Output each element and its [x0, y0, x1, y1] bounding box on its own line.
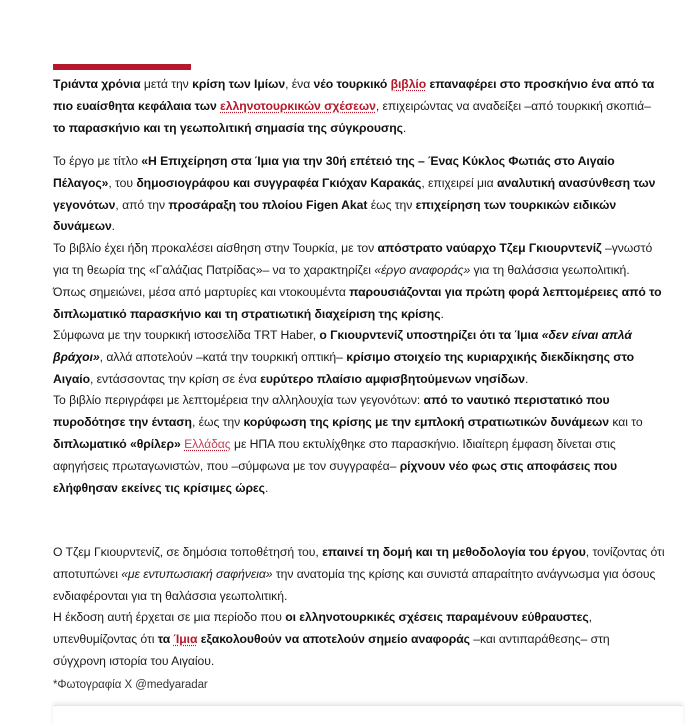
bold-text: Τριάντα χρόνια — [53, 77, 141, 91]
bold-text: «Η Επιχείρηση στα Ίμια για την 30ή επέτειό της – Ένας Κύκλος Φωτιάς στο Αιγαίο Πέλαγος» — [53, 154, 615, 190]
bold-text: ο Γκιουρντενίζ υποστηρίζει ότι τα Ίμια — [319, 328, 542, 342]
paragraph-trt-haber — [53, 325, 665, 499]
bold-text: οι ελληνοτουρκικές σχέσεις παραμένουν εύθραυστες — [285, 610, 589, 625]
bold-text: επιχείρηση των τουρκικών ειδικών δυνάμεων — [53, 197, 617, 234]
text: , τονίζοντας ότι αποτυπώνει — [53, 545, 665, 581]
accent-bar — [53, 64, 191, 70]
paragraph-praise — [53, 542, 665, 673]
inline-tag-link[interactable]: Ίμια — [173, 632, 198, 647]
text: , επιχειρώντας να αναδείξει –από τουρκική σκοπιά– — [375, 98, 651, 113]
text: , επιχειρεί μια — [421, 175, 498, 190]
bold-text: απόστρατο ναύαρχο Τζεμ Γκιουρντενίζ — [377, 241, 602, 256]
bold-text: παρουσιάζονται για πρώτη φορά λεπτομέρειες από το διπλωματικό παρασκήνιο και τη στρατιωτική διαχείριση της κρίσης — [53, 284, 662, 321]
text: –και αντιπαράθεσης– στη σύγχρονη ιστορία του Αιγαίου. — [53, 632, 610, 668]
text: . — [264, 480, 269, 495]
text: , από την — [115, 197, 169, 212]
text: . — [402, 120, 407, 135]
text: . — [524, 371, 529, 386]
bold-text: νέο τουρκικό — [313, 77, 391, 91]
bold-text: κορύφωση της κρίσης με την εμπλοκή στρατιωτικών δυνάμεων — [243, 415, 610, 430]
text: Ο Τζεμ Γκιουρντενίζ, σε δημόσια τοποθέτησή του, — [53, 545, 323, 559]
bold-text: προσάραξη του πλοίου Figen Akat — [168, 197, 368, 212]
text: μετά την — [140, 77, 193, 91]
text: –γνωστό για τη θεωρία της «Γαλάζιας Πατρίδας»– να το χαρακτηρίζει — [53, 241, 653, 277]
inline-tag-link[interactable]: Ελλάδας — [184, 436, 231, 451]
bold-text: από το ναυτικό περιστατικό που πυροδότησε την ένταση — [53, 393, 610, 430]
bold-text: δημοσιογράφου και συγγραφέα Γκιόχαν Καρακάς — [136, 175, 422, 190]
text: . — [440, 306, 444, 321]
bold-text: κρίσιμο στοιχείο της κυριαρχικής διεκδίκησης στο Αιγαίο — [53, 349, 635, 386]
inline-tag-link[interactable]: βιβλίο — [390, 77, 427, 91]
italic-quote: «έργο αναφοράς» — [374, 262, 471, 277]
text: Το βιβλίο περιγράφει με λεπτομέρεια την αλληλουχία των γεγονότων: — [53, 393, 424, 408]
bold-italic-quote: «δεν είναι απλά βράχοι» — [53, 328, 632, 364]
photo-credit: *Φωτογραφία X @medyaradar — [53, 679, 208, 691]
text: , υπενθυμίζοντας ότι — [53, 610, 592, 647]
text: και το — [609, 415, 643, 430]
bold-text: αναλυτική ανασύνθεση των γεγονότων — [53, 175, 656, 212]
text: . — [111, 219, 116, 234]
bold-text: επαναφέρει στο προσκήνιο ένα από τα πιο ευαίσθητα κεφάλαια των — [53, 77, 655, 113]
bold-text: ευρύτερο πλαίσιο αμφισβητούμενων νησίδων — [260, 371, 525, 386]
text: , αλλά αποτελούν –κατά την τουρκική οπτική– — [99, 349, 347, 364]
paragraph-book-title — [53, 151, 665, 325]
bold-text: κρίση των Ιμίων — [192, 77, 286, 91]
text: για τη θαλάσσια γεωπολιτική. Όπως σημειώνει, μέσα από μαρτυρίες και ντοκουμέντα — [53, 262, 630, 299]
bold-text: επαινεί τη δομή και τη μεθοδολογία του έργου — [322, 545, 586, 559]
text: , ένα — [285, 77, 314, 91]
text: Το βιβλίο έχει ήδη προκαλέσει αίσθηση στην Τουρκία, με τον — [53, 241, 378, 256]
text: Σύμφωνα με την τουρκική ιστοσελίδα TRT Haber, — [53, 328, 320, 342]
text: έως την — [367, 197, 416, 212]
bold-text: ρίχνουν νέο φως στις αποφάσεις που ελήφθησαν εκείνες τις κρίσιμες ώρες — [53, 458, 618, 495]
text: Το έργο με τίτλο — [53, 154, 142, 168]
text: με ΗΠΑ που εκτυλίχθηκε στο παρασκήνιο. Ιδιαίτερη έμφαση δίνεται στις αφηγήσεις πρωταγωνιστών, που –σύμφωνα με τον συγγραφέα– — [53, 436, 616, 473]
paragraph-intro — [53, 74, 665, 139]
text: Η έκδοση αυτή έρχεται σε μια περίοδο που — [53, 610, 286, 625]
bold-text: το παρασκήνιο και τη γεωπολιτική σημασία της σύγκρουσης — [53, 120, 403, 135]
inline-tag-link[interactable]: ελληνοτουρκικών σχέσεων — [220, 98, 376, 113]
text: , εντάσσοντας την κρίση σε ένα — [90, 371, 261, 386]
next-section-card — [53, 705, 683, 726]
bold-text: εξακολουθούν να αποτελούν σημείο αναφοράς — [197, 632, 470, 647]
text: , του — [108, 175, 137, 190]
text: , έως την — [191, 415, 244, 430]
text: την ανατομία της κρίσης και συνιστά απαραίτητο ανάγνωσμα για όσους ενδιαφέρονται για τη θαλάσσια γεωπολιτική. — [53, 566, 656, 603]
italic-quote: «με εντυπωσιακή σαφήνεια» — [121, 566, 273, 581]
bold-text: τα — [157, 632, 174, 647]
bold-text: διπλωματικό «θρίλερ» — [53, 436, 181, 451]
